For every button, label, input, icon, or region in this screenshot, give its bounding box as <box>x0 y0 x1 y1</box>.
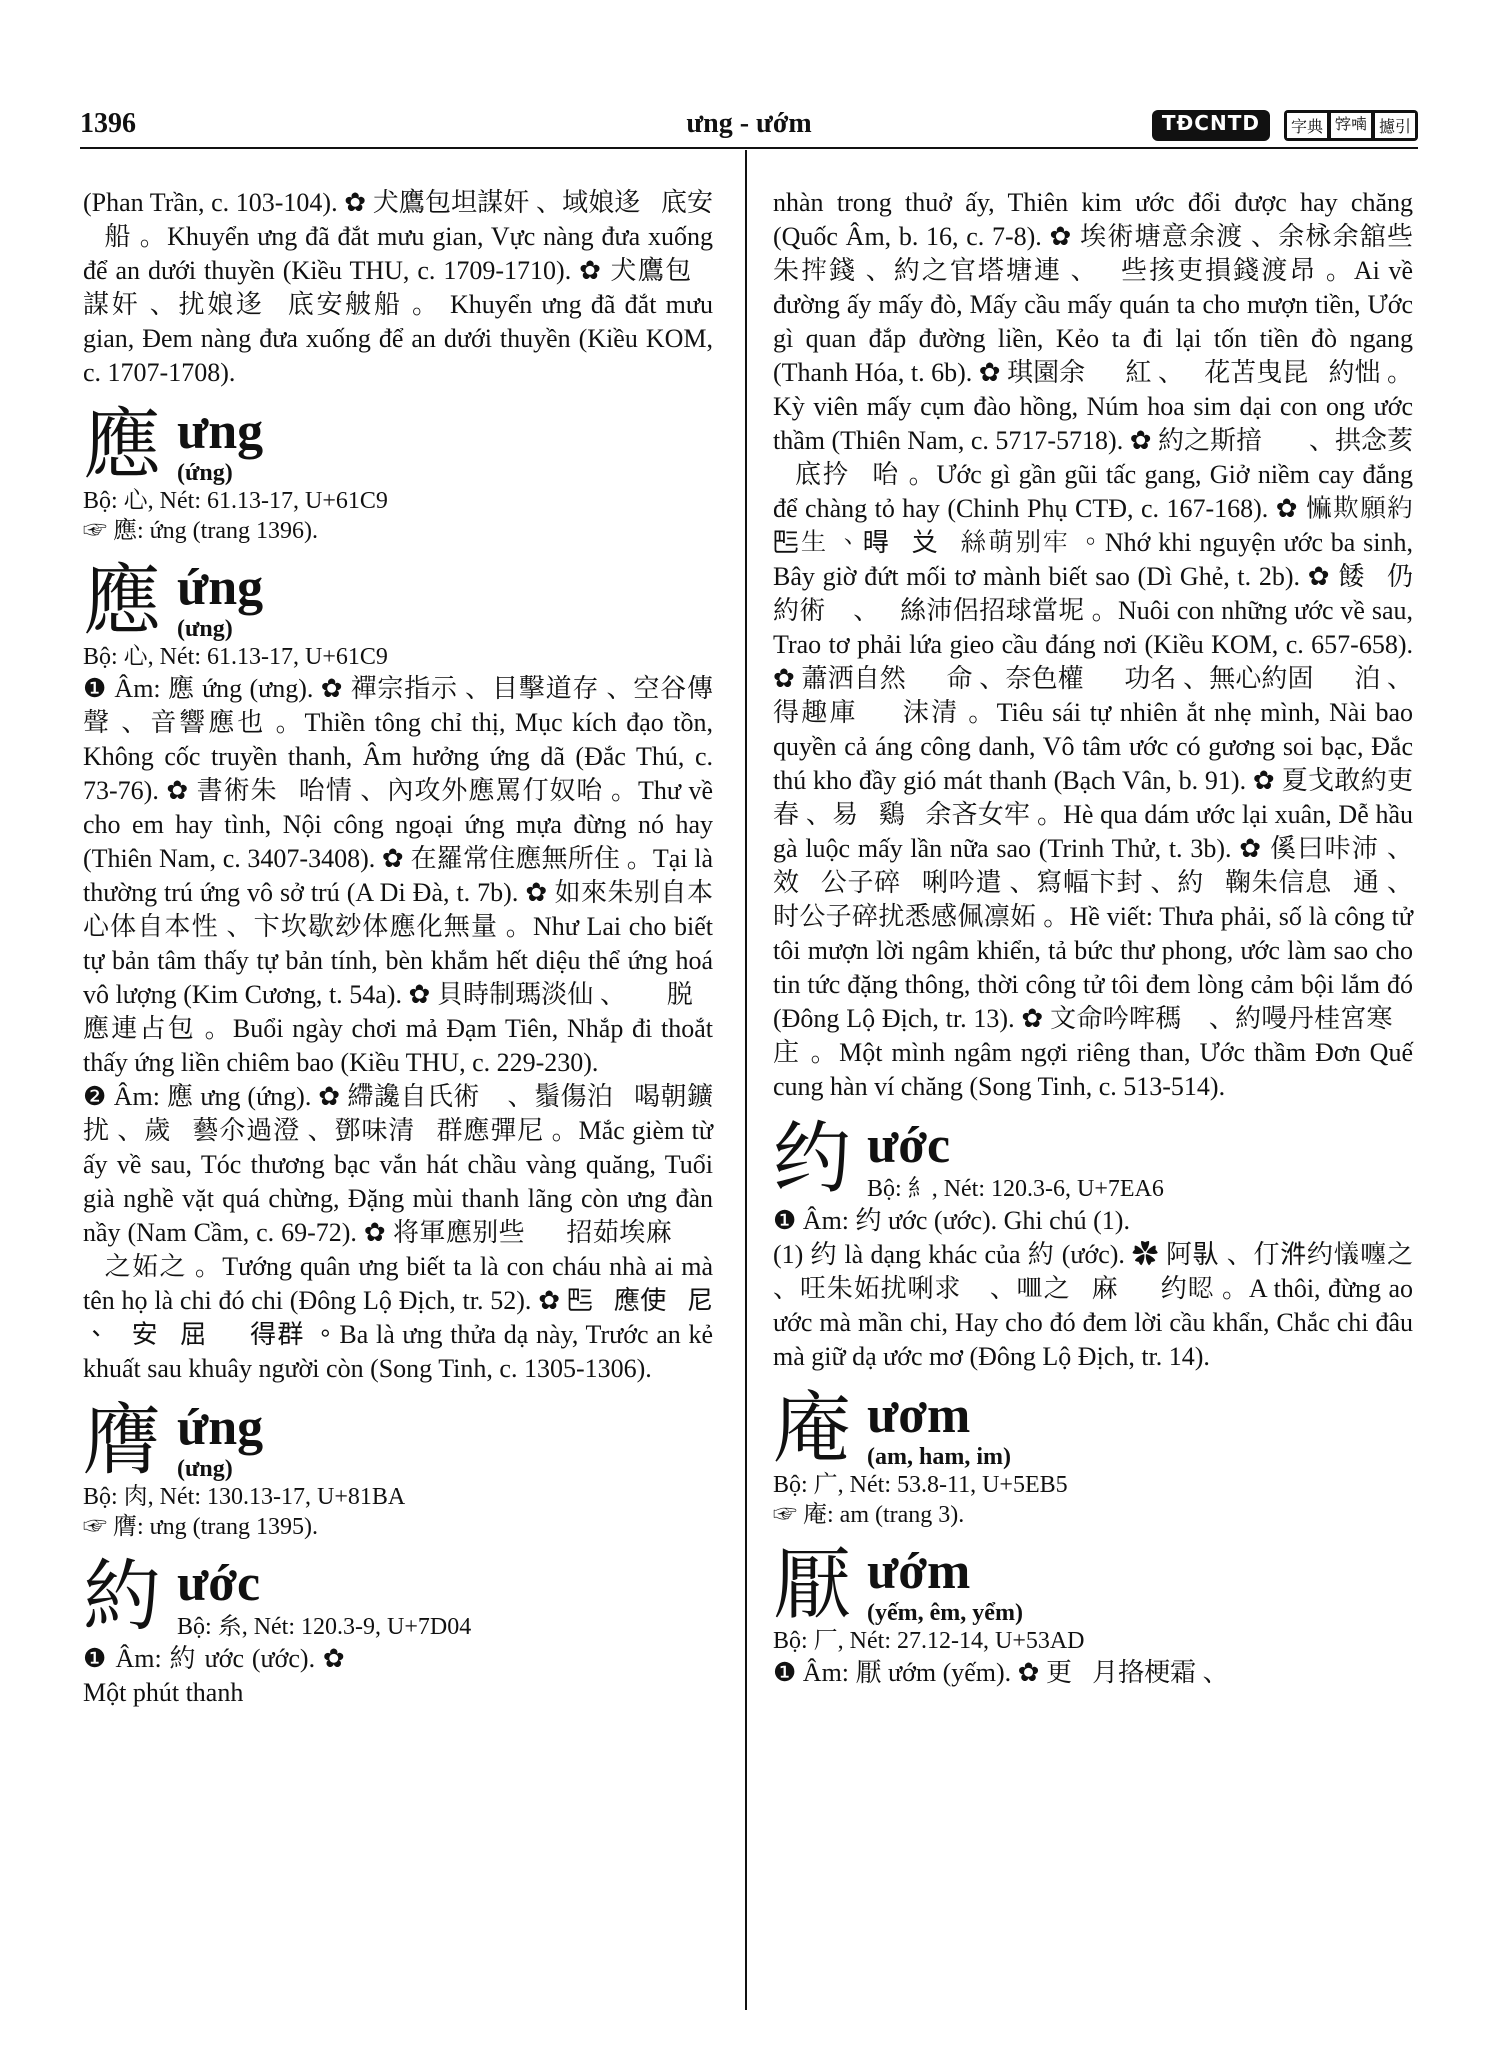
sense-2: ❷ Âm: 應 ưng (ứng). ✿ 𦄂讒自氏術𢷀 、鬚傷泊𩈘喝朝鑛扰 、歲𦽸藝尒過澄 、鄧味清𣼭群應彈尼 。Mắc gièm từ ấy về sau, Tóc thương bạc vắn hát chầu vàng quăng, Tuổi già nghề vặt quá chừng, Đặng mùi thanh lãng còn ưng đàn nầy (Nam Cầm, c. 69-72). ✿ 将軍應别些𢧚𥚄招茹埃麻𥘀𠀲𢧚之妬之 。Tướng quân ưng biết ta là con cháu nhà ai mà tên họ là chi đó chi (Đông Lộ Địch, tr. 52). ✿ 𠀧𢧚應使𦓡尼 、𩛷安𠃣屈𢷀𡗶得群 。Ba là ưng thửa dạ này, Trước an kẻ khuất sau khuây người còn (Song Tinh, c. 1305-1306). <box>83 1082 713 1383</box>
radical-info: Bộ: 肉, Nét: 130.13-17, U+81BA <box>83 1484 406 1510</box>
headword-han: 庵 <box>773 1384 852 1474</box>
headword-han: 應 <box>83 556 162 646</box>
nom-badge-part: 字典 <box>1286 112 1328 139</box>
headword-han: 約 <box>83 1552 162 1642</box>
nom-badge-part: 𡨸喃 <box>1330 112 1372 139</box>
tdcntd-badge: TĐCNTD <box>1152 110 1270 141</box>
radical-info: Bộ: 糹, Nét: 120.3-6, U+7EA6 <box>867 1176 1164 1202</box>
entry-heading <box>773 1384 1413 1474</box>
page-header <box>80 108 1418 144</box>
sense-1: ❶ Âm: 約 ước (ước). ✿ 𠃅丿清閑工課意 、千金約对特咍庄 。Một phút thanh <box>83 1644 713 1707</box>
right-column <box>773 186 1413 1690</box>
alt-readings: (ưng) <box>177 1456 233 1482</box>
sense-1: ❶ Âm: 厭 ướm (yếm). ✿ 更𠏥月挌梗霜 、𠰘 <box>773 1658 1249 1687</box>
header-badges <box>1152 110 1418 141</box>
continued-text: nhàn trong thuở ấy, Thiên kim ước đổi được hay chăng (Quốc Âm, b. 16, c. 7-8). ✿ 埃術塘意余渡 、余栐余舘些朱𢭂錢 、約之官塔塘連 、𡗶些㧡吏損錢渡昂 。Ai về đường ấy mấy đò, Mấy cầu mấy quán ta cho mượn tiền, Ước gì quan đắp đường liền, Kẻo ta đi lại tốn tiền đò ngang (Thanh Hóa, t. 6b). ✿ 琪園余𣘃𣘈紅 、𦮲花苫曳昆𧋆約㤕 。Kỳ viên mấy cụm đào hồng, Núm hoa sim dại con ong ước thầm (Thiên Nam, c. 5717-5718). ✿ 約之斯揞𨖲𦖑 、拱念荄𦷾底扲𤈜咍 。Ước gì gần gũi tấc gang, Giở niềm cay đắng để chàng tỏ hay (Chinh Phụ CTĐ, c. 167-168). ✿ 𢠩欺願約𠀧生 、𣈜𣉹𠬠𦀊絲萌别牢 。Nhớ khi nguyện ước ba sinh, Bây giờ đứt mối tơ mành biết sao (Dì Ghẻ, t. 2b). ✿ 餧𩛷仍約術𢷀 、𢷀絲沛侶招球當坭 。Nuôi con những ước về sau, Trao tơ phải lứa gieo cầu đáng nơi (Kiều KOM, c. 657-658). ✿ 蕭洒自然𠃣𢬣命 、奈色權𡾵𦲿功名 、無心約固𨫊𤈜泊 、得趣庫𣎏𢷀沫清 。Tiêu sái tự nhiên ắt nhẹ mình, Nài bao quyền cả áng công danh, Vô tâm ước có gương soi bạc, Đắc thú kho đầy gió mát thanh (Bạch Vân, b. 91). ✿ 夏戈敢約吏春 、易𠊚鷄𢷀余吝女牢 。Hè qua dám ước lại xuân, Dễ hầu gà luộc mấy lần nữa sao (Trinh Thử, t. 3b). ✿ 傒曰咔沛 、效𢧚公子碎𡃚唎吟遣 、寫幅卞封 、約𠃣鞠朱信息𢵋通 、时公子碎扰悉感佩凛妬 。Hề viết: Thưa phải, số là công tử tôi mượn lời ngâm khiển, tả bức thư phong, ước làm sao cho tin tức đặng thông, thời công tử tôi đem lòng cảm bội lắm đó (Đông Lộ Địch, tr. 13). ✿ 文命吟哰𥡗𢷀 、約𠼦丹桂宮寒𡾵庄 。Một mình ngâm ngợi riêng than, Ước thầm Đơn Quế cung hàn ví chăng (Song Tinh, c. 513-514). <box>773 188 1413 1101</box>
entry-uom <box>773 1384 1413 1530</box>
headword: ướm <box>867 1543 971 1600</box>
entry-uoc-1 <box>83 1552 713 1710</box>
sense-1: ❶ Âm: 應 ứng (ưng). ✿ 禪宗指示 、目擊道存 、空谷傳聲 、音響應也 。Thiền tông chỉ thị, Mục kích đạo tồn, Không cốc truyền thanh, Âm hưởng ứng dã (Đắc Thú, c. 73-76). ✿ 書術朱𡞕咍情 、內攻外應罵仃奴咍 。Thư về cho em hay tình, Nội công ngoại ứng mựa đừng nó hay (Thiên Nam, c. 3407-3408). ✿ 在羅常住應無所住 。Tại là thường trú ứng vô sở trú (A Di Đà, t. 7b). ✿ 如來朱别自本心体自本性 、卞坎歇玅体應化無量 。Như Lai cho biết tự bản tâm thấy tự bản tính, bèn khắm hết diệu thể ứng hoá vô lượng (Kim Cương, t. 54a). ✿ 貝時制瑪淡仙 、𠃅𢀨脱𧡊應連占包 。Buổi ngày chơi mả Đạm Tiên, Nhắp đi thoắt thấy ứng liền chiêm bao (Kiều THU, c. 229-230). <box>83 674 713 1077</box>
cross-reference: ☞ 庵: am (trang 3). <box>773 1502 965 1528</box>
sense-1: ❶ Âm: 约 ước (ước). Ghi chú (1). <box>773 1206 1130 1235</box>
entry-heading <box>83 556 713 646</box>
headword-han: 约 <box>773 1114 852 1204</box>
running-head: ưng - ướm <box>686 108 812 139</box>
header-rule <box>80 147 1418 149</box>
entry-heading <box>83 400 713 490</box>
radical-info: Bộ: 厂, Nét: 27.12-14, U+53AD <box>773 1628 1085 1654</box>
headword: ứng <box>177 559 264 616</box>
note-1: (1) 约 là dạng khác của 約 (ước). ✿ 阿𠊛 、仃𣴓约𢣂𡃚之 、㕵朱妬扰唎求𢜠 、𠰘之𠅍麻𢧚𦓡约𥆾 。A thôi, đừng ao ước mà mần chi, Hay cho đó đem lời cầu khẩn, Chắc chi đâu mà giữ dạ ước mơ (Đông Lộ Địch, tr. 14). <box>773 1240 1413 1371</box>
entry-ung-2 <box>83 556 713 1386</box>
headword: ước <box>867 1117 951 1174</box>
cross-reference: ☞ 膺: ưng (trang 1395). <box>83 1514 318 1540</box>
alt-readings: (am, ham, im) <box>867 1444 1011 1470</box>
left-column <box>83 186 713 1710</box>
headword-han: 厭 <box>773 1540 852 1630</box>
alt-readings: (ưng) <box>177 616 233 642</box>
entry-heading <box>83 1396 713 1486</box>
cross-reference: ☞ 應: ứng (trang 1396). <box>83 518 318 544</box>
column-divider <box>745 150 747 2010</box>
radical-info: Bộ: 广, Nét: 53.8-11, U+5EB5 <box>773 1472 1068 1498</box>
alt-readings: (yếm, êm, yểm) <box>867 1600 1023 1626</box>
headword: ưng <box>177 403 264 460</box>
entry-heading <box>773 1540 1413 1630</box>
radical-info: Bộ: 心, Nét: 61.13-17, U+61C9 <box>83 644 388 670</box>
headword: ứng <box>177 1399 264 1456</box>
headword: ươm <box>867 1387 971 1444</box>
headword-han: 應 <box>83 400 162 490</box>
headword-han: 膺 <box>83 1396 162 1486</box>
headword: ước <box>177 1555 261 1612</box>
continued-text: (Phan Trần, c. 103-104). ✿ 犬鷹包坦謀奸 、域娘迻𨤔底安𨤔船 。Khuyển ưng đã đắt mưu gian, Vực nàng đưa xuống để an dưới thuyền (Kiều THU, c. 1709-1710). ✿ 犬鷹包𩛷謀奸 、扰娘迻𨤔底安𦨭船 。 Khuyển ưng đã đắt mưu gian, Đem nàng đưa xuống để an dưới thuyền (Kiều KOM, c. 1707-1708). <box>83 188 713 387</box>
entry-uom-2 <box>773 1540 1413 1690</box>
entry-heading <box>773 1114 1413 1204</box>
entry-ung-1 <box>83 400 713 546</box>
nom-badge <box>1284 110 1418 141</box>
entry-ung-3 <box>83 1396 713 1542</box>
entry-uoc-2 <box>773 1114 1413 1374</box>
radical-info: Bộ: 心, Nét: 61.13-17, U+61C9 <box>83 488 388 514</box>
page-number: 1396 <box>80 108 136 139</box>
nom-badge-part: 攄引 <box>1374 112 1416 139</box>
radical-info: Bộ: 糸, Nét: 120.3-9, U+7D04 <box>177 1614 472 1640</box>
alt-readings: (ứng) <box>177 460 233 486</box>
entry-heading <box>83 1552 713 1642</box>
